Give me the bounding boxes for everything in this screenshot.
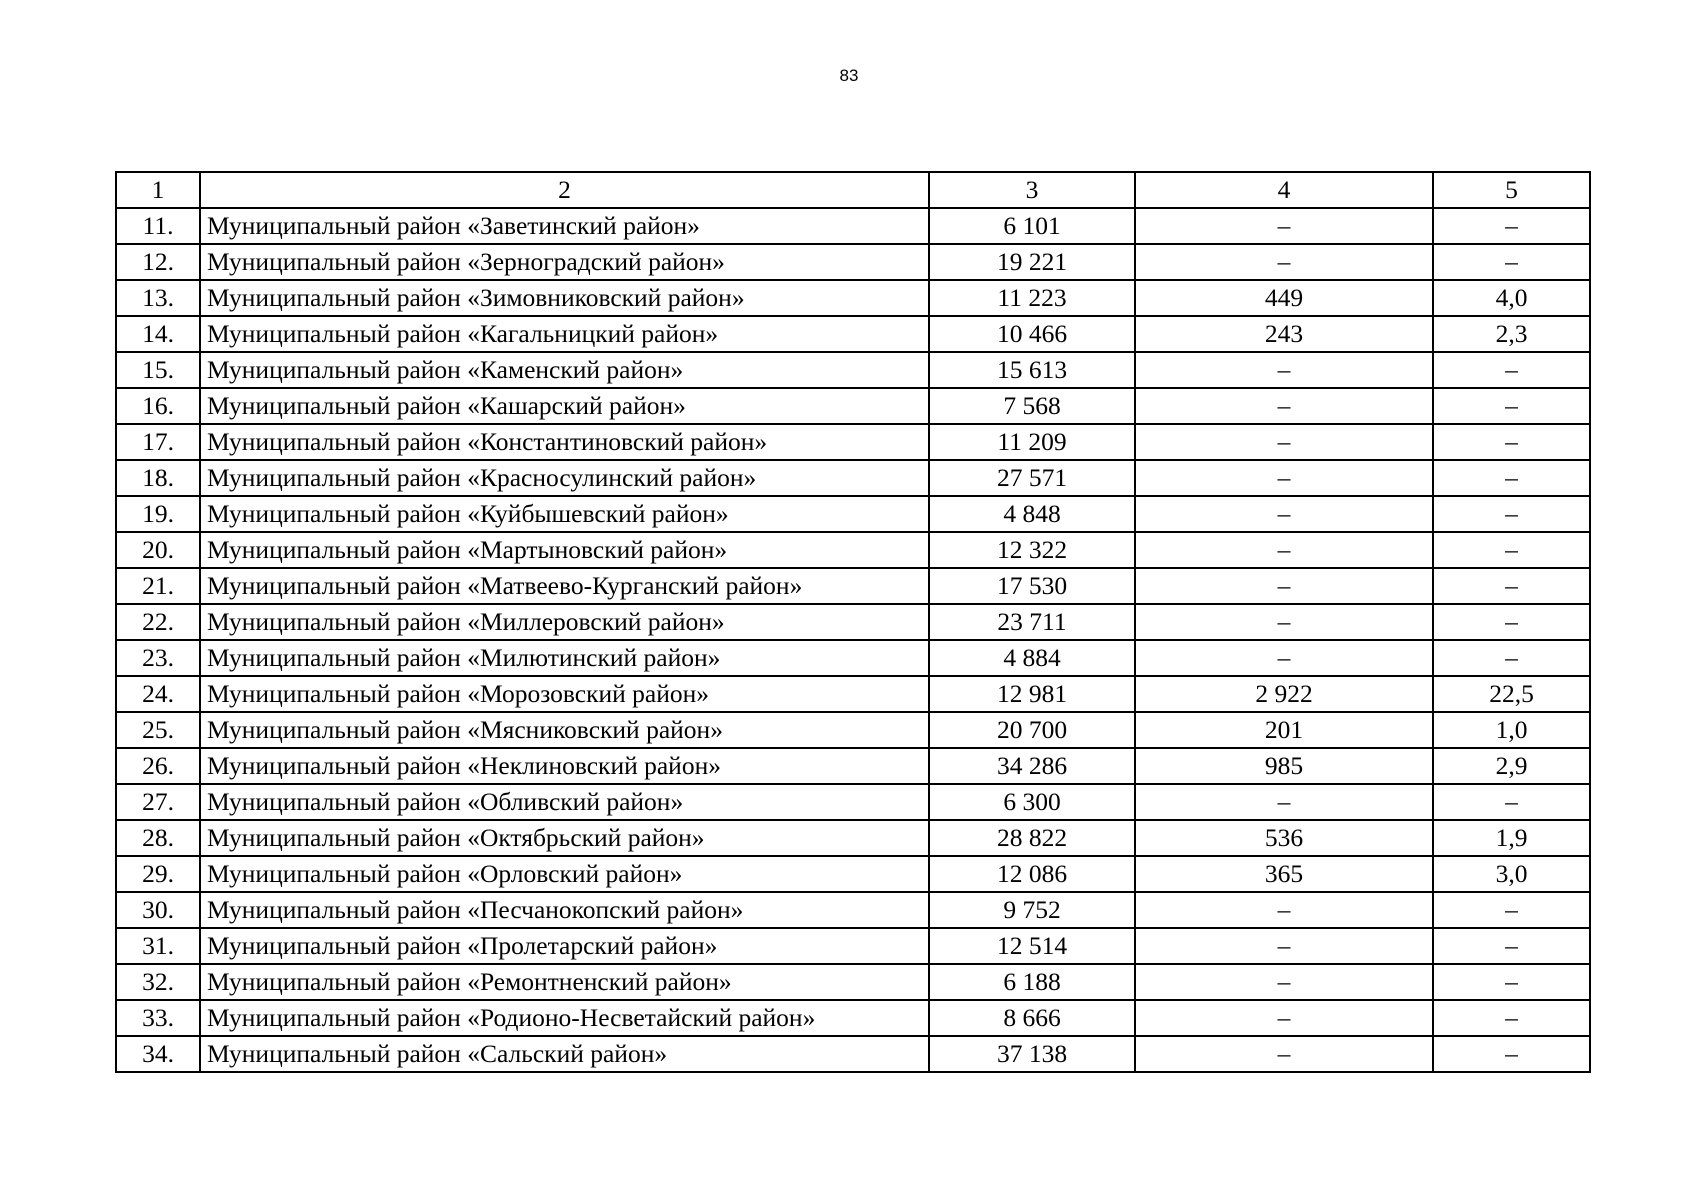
value-cell-5: 1,9 — [1433, 820, 1590, 856]
value-cell-4: – — [1135, 244, 1433, 280]
row-number-cell: 21. — [116, 568, 200, 604]
value-cell-4: – — [1135, 1000, 1433, 1036]
value-cell-5: – — [1433, 352, 1590, 388]
table-row — [116, 640, 1590, 676]
value-cell-5: – — [1433, 244, 1590, 280]
value-cell-5: 3,0 — [1433, 856, 1590, 892]
value-cell-5: 1,0 — [1433, 712, 1590, 748]
table-row — [116, 892, 1590, 928]
district-name-cell: Муниципальный район «Ремонтненский район» — [200, 964, 929, 1000]
data-table — [115, 171, 1591, 1073]
value-cell-5: – — [1433, 964, 1590, 1000]
district-name-cell: Муниципальный район «Пролетарский район» — [200, 928, 929, 964]
district-name-cell: Муниципальный район «Обливский район» — [200, 784, 929, 820]
district-name-cell: Муниципальный район «Сальский район» — [200, 1036, 929, 1072]
district-name-cell: Муниципальный район «Заветинский район» — [200, 208, 929, 244]
value-cell-4: – — [1135, 604, 1433, 640]
value-cell-5: – — [1433, 568, 1590, 604]
page-number: 83 — [839, 66, 859, 85]
value-cell-5: – — [1433, 928, 1590, 964]
district-name-cell: Муниципальный район «Песчанокопский район» — [200, 892, 929, 928]
row-number-cell: 30. — [116, 892, 200, 928]
value-cell-4: – — [1135, 532, 1433, 568]
value-cell-3: 15 613 — [929, 352, 1135, 388]
value-cell-5: – — [1433, 784, 1590, 820]
row-number-cell: 25. — [116, 712, 200, 748]
district-name-cell: Муниципальный район «Неклиновский район» — [200, 748, 929, 784]
value-cell-4: – — [1135, 964, 1433, 1000]
table-row — [116, 388, 1590, 424]
district-name-cell: Муниципальный район «Каменский район» — [200, 352, 929, 388]
district-name-cell: Муниципальный район «Мясниковский район» — [200, 712, 929, 748]
value-cell-4: 201 — [1135, 712, 1433, 748]
value-cell-3: 12 322 — [929, 532, 1135, 568]
value-cell-4: – — [1135, 640, 1433, 676]
value-cell-5: – — [1433, 640, 1590, 676]
district-name-cell: Муниципальный район «Кагальницкий район» — [200, 316, 929, 352]
value-cell-3: 23 711 — [929, 604, 1135, 640]
row-number-cell: 16. — [116, 388, 200, 424]
district-name-cell: Муниципальный район «Орловский район» — [200, 856, 929, 892]
row-number-cell: 29. — [116, 856, 200, 892]
table-row — [116, 460, 1590, 496]
district-name-cell: Муниципальный район «Октябрьский район» — [200, 820, 929, 856]
district-name-cell: Муниципальный район «Кашарский район» — [200, 388, 929, 424]
district-name-cell: Муниципальный район «Миллеровский район» — [200, 604, 929, 640]
row-number-cell: 23. — [116, 640, 200, 676]
table-row — [116, 568, 1590, 604]
value-cell-5: – — [1433, 1036, 1590, 1072]
row-number-cell: 13. — [116, 280, 200, 316]
value-cell-5: – — [1433, 424, 1590, 460]
table-row — [116, 424, 1590, 460]
row-number-cell: 27. — [116, 784, 200, 820]
value-cell-4: – — [1135, 892, 1433, 928]
value-cell-4: – — [1135, 496, 1433, 532]
value-cell-3: 12 514 — [929, 928, 1135, 964]
header-cell-4: 4 — [1135, 172, 1433, 208]
table-row — [116, 928, 1590, 964]
value-cell-3: 10 466 — [929, 316, 1135, 352]
value-cell-3: 6 300 — [929, 784, 1135, 820]
district-name-cell: Муниципальный район «Морозовский район» — [200, 676, 929, 712]
table-row — [116, 244, 1590, 280]
table-row — [116, 784, 1590, 820]
table-row — [116, 748, 1590, 784]
district-name-cell: Муниципальный район «Красносулинский район» — [200, 460, 929, 496]
value-cell-3: 4 848 — [929, 496, 1135, 532]
header-cell-3: 3 — [929, 172, 1135, 208]
table-row — [116, 1000, 1590, 1036]
value-cell-4: 536 — [1135, 820, 1433, 856]
value-cell-5: 4,0 — [1433, 280, 1590, 316]
value-cell-5: – — [1433, 496, 1590, 532]
value-cell-3: 9 752 — [929, 892, 1135, 928]
value-cell-3: 6 188 — [929, 964, 1135, 1000]
header-cell-5: 5 — [1433, 172, 1590, 208]
value-cell-3: 12 981 — [929, 676, 1135, 712]
value-cell-3: 4 884 — [929, 640, 1135, 676]
table-row — [116, 532, 1590, 568]
row-number-cell: 28. — [116, 820, 200, 856]
row-number-cell: 33. — [116, 1000, 200, 1036]
value-cell-4: – — [1135, 460, 1433, 496]
district-name-cell: Муниципальный район «Родионо-Несветайский район» — [200, 1000, 929, 1036]
district-name-cell: Муниципальный район «Зерноградский район» — [200, 244, 929, 280]
value-cell-4: 243 — [1135, 316, 1433, 352]
value-cell-4: – — [1135, 388, 1433, 424]
table-row — [116, 496, 1590, 532]
value-cell-3: 7 568 — [929, 388, 1135, 424]
row-number-cell: 15. — [116, 352, 200, 388]
value-cell-4: – — [1135, 208, 1433, 244]
value-cell-5: 2,3 — [1433, 316, 1590, 352]
row-number-cell: 12. — [116, 244, 200, 280]
value-cell-5: – — [1433, 1000, 1590, 1036]
value-cell-4: – — [1135, 568, 1433, 604]
district-name-cell: Муниципальный район «Зимовниковский район» — [200, 280, 929, 316]
table-row — [116, 280, 1590, 316]
value-cell-5: – — [1433, 532, 1590, 568]
header-cell-2: 2 — [200, 172, 929, 208]
table-row — [116, 208, 1590, 244]
value-cell-3: 19 221 — [929, 244, 1135, 280]
value-cell-3: 11 223 — [929, 280, 1135, 316]
value-cell-4: – — [1135, 1036, 1433, 1072]
row-number-cell: 24. — [116, 676, 200, 712]
row-number-cell: 22. — [116, 604, 200, 640]
row-number-cell: 17. — [116, 424, 200, 460]
header-cell-1: 1 — [116, 172, 200, 208]
value-cell-4: 2 922 — [1135, 676, 1433, 712]
value-cell-3: 28 822 — [929, 820, 1135, 856]
table-row — [116, 856, 1590, 892]
row-number-cell: 19. — [116, 496, 200, 532]
table-row — [116, 604, 1590, 640]
table-row — [116, 676, 1590, 712]
row-number-cell: 26. — [116, 748, 200, 784]
table-row — [116, 1036, 1590, 1072]
district-name-cell: Муниципальный район «Константиновский район» — [200, 424, 929, 460]
district-name-cell: Муниципальный район «Матвеево-Курганский район» — [200, 568, 929, 604]
value-cell-3: 12 086 — [929, 856, 1135, 892]
table-body — [116, 172, 1590, 1072]
value-cell-5: – — [1433, 604, 1590, 640]
value-cell-3: 17 530 — [929, 568, 1135, 604]
table-row — [116, 352, 1590, 388]
value-cell-4: – — [1135, 784, 1433, 820]
district-name-cell: Муниципальный район «Куйбышевский район» — [200, 496, 929, 532]
value-cell-5: – — [1433, 388, 1590, 424]
value-cell-3: 37 138 — [929, 1036, 1135, 1072]
district-name-cell: Муниципальный район «Милютинский район» — [200, 640, 929, 676]
value-cell-4: – — [1135, 352, 1433, 388]
value-cell-4: 449 — [1135, 280, 1433, 316]
value-cell-3: 20 700 — [929, 712, 1135, 748]
value-cell-4: – — [1135, 928, 1433, 964]
value-cell-4: – — [1135, 424, 1433, 460]
table-row — [116, 820, 1590, 856]
value-cell-3: 34 286 — [929, 748, 1135, 784]
value-cell-5: 2,9 — [1433, 748, 1590, 784]
table-row — [116, 316, 1590, 352]
value-cell-3: 8 666 — [929, 1000, 1135, 1036]
row-number-cell: 18. — [116, 460, 200, 496]
value-cell-5: 22,5 — [1433, 676, 1590, 712]
row-number-cell: 20. — [116, 532, 200, 568]
value-cell-4: 985 — [1135, 748, 1433, 784]
table-row — [116, 964, 1590, 1000]
value-cell-5: – — [1433, 460, 1590, 496]
row-number-cell: 11. — [116, 208, 200, 244]
row-number-cell: 31. — [116, 928, 200, 964]
value-cell-3: 27 571 — [929, 460, 1135, 496]
value-cell-4: 365 — [1135, 856, 1433, 892]
row-number-cell: 14. — [116, 316, 200, 352]
value-cell-5: – — [1433, 892, 1590, 928]
value-cell-3: 6 101 — [929, 208, 1135, 244]
table-row — [116, 712, 1590, 748]
row-number-cell: 34. — [116, 1036, 200, 1072]
value-cell-5: – — [1433, 208, 1590, 244]
district-name-cell: Муниципальный район «Мартыновский район» — [200, 532, 929, 568]
row-number-cell: 32. — [116, 964, 200, 1000]
value-cell-3: 11 209 — [929, 424, 1135, 460]
table-header-row — [116, 172, 1590, 208]
